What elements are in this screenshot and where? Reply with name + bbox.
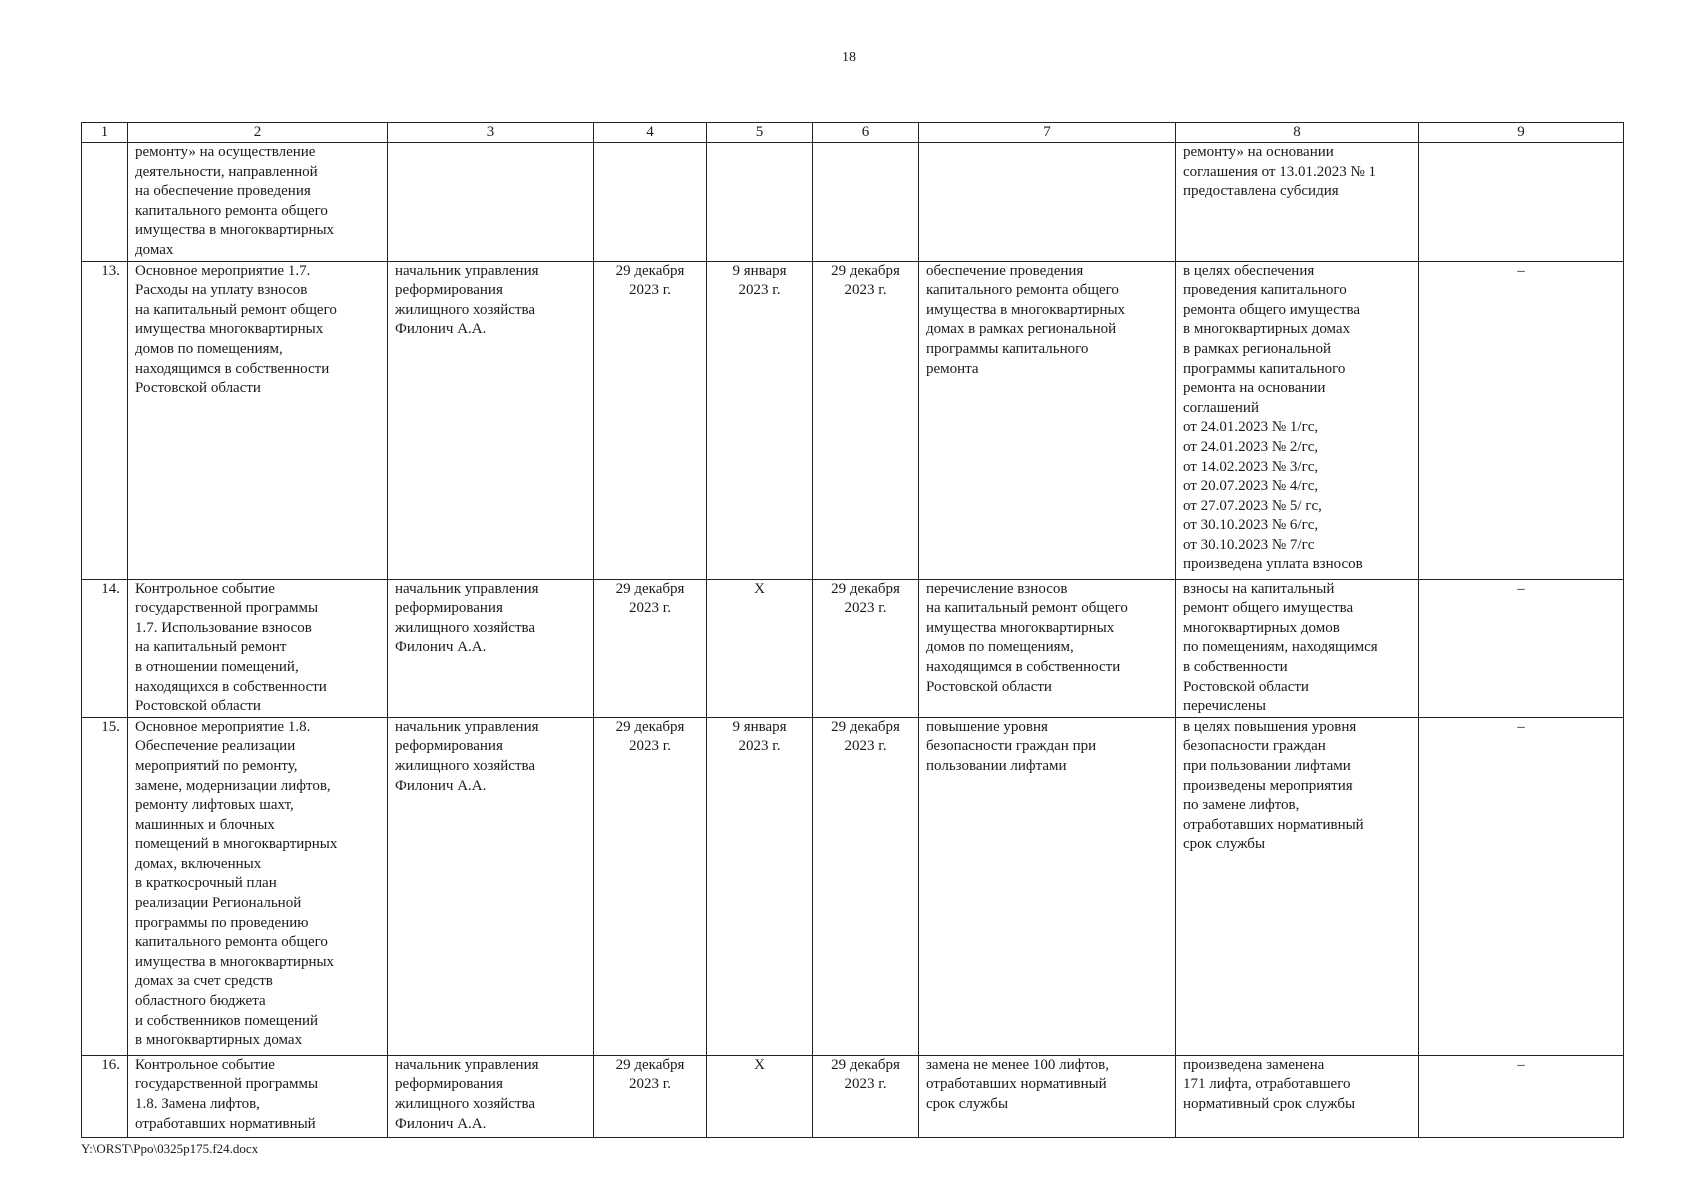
cell-line: домов по помещениям, [926, 639, 1074, 656]
end-date-cell [813, 717, 919, 1055]
cell-line: многоквартирных домов [1183, 619, 1340, 636]
cell-line: срок службы [926, 1095, 1009, 1112]
cell-line: деятельности, направленной [135, 163, 318, 180]
column-header: 7 [919, 123, 1176, 143]
cell-line: Ростовской области [926, 678, 1052, 695]
event-name-cell [128, 579, 388, 717]
row-number: 14. [82, 579, 128, 717]
responsible-cell [388, 717, 594, 1055]
cell-line: ремонту» на основании [1183, 144, 1334, 160]
cell-line: ремонта [926, 360, 979, 377]
notes-cell: – [1419, 261, 1624, 579]
cell-line: отработавших нормативный [926, 1076, 1107, 1093]
row-number: 15. [82, 717, 128, 1055]
cell-line: имущества многоквартирных [926, 619, 1115, 636]
expected-result-cell [919, 261, 1176, 579]
cell-line: в краткосрочный план [135, 875, 277, 892]
cell-line: срок службы [1183, 836, 1266, 853]
cell-line: ремонта на основании [1183, 380, 1326, 397]
cell-line: 29 декабря [831, 1056, 900, 1073]
actual-result-cell [1176, 717, 1419, 1055]
cell-line: домах, включенных [135, 855, 262, 872]
row-number: 16. [82, 1055, 128, 1137]
notes-cell: – [1419, 579, 1624, 717]
column-header: 6 [813, 123, 919, 143]
cell-line: обеспечение проведения [926, 262, 1084, 279]
column-header: 9 [1419, 123, 1624, 143]
actual-result-cell [1176, 261, 1419, 579]
table-row [82, 717, 1624, 1055]
cell-line: 2023 г. [844, 600, 887, 617]
cell-line: ремонту» на осуществление [135, 144, 316, 160]
expected-result-cell [919, 717, 1176, 1055]
cell-line: областного бюджета [135, 993, 266, 1010]
start-date-cell [707, 143, 813, 262]
cell-line: от 24.01.2023 № 1/гс, [1183, 419, 1319, 436]
table-row [82, 1055, 1624, 1137]
cell-line: капитального ремонта общего [135, 202, 328, 219]
cell-line: Основное мероприятие 1.8. [135, 718, 311, 735]
cell-line: имущества в многоквартирных [135, 953, 335, 970]
cell-line: находящимся в собственности [135, 360, 330, 377]
expected-result-cell [919, 1055, 1176, 1137]
column-header: 4 [594, 123, 707, 143]
column-header: 5 [707, 123, 813, 143]
cell-line: машинных и блочных [135, 816, 275, 833]
cell-line: домах за счет средств [135, 973, 273, 990]
cell-line: Обеспечение реализации [135, 738, 296, 755]
cell-line: начальник управления [395, 580, 539, 597]
planned-date-cell [594, 143, 707, 262]
cell-line: по помещениям, находящимся [1183, 639, 1378, 656]
cell-line: в собственности [1183, 658, 1288, 675]
cell-line: 1.7. Использование взносов [135, 619, 312, 636]
cell-line: домов по помещениям, [135, 340, 283, 357]
cell-line: находящимся в собственности [926, 658, 1121, 675]
cell-line: 29 декабря [615, 262, 685, 279]
cell-line: от 30.10.2023 № 6/гс, [1183, 517, 1319, 534]
cell-line: реформирования [395, 1076, 503, 1093]
cell-line: 1.8. Замена лифтов, [135, 1095, 260, 1112]
table-body [82, 143, 1624, 1138]
column-header: 1 [82, 123, 128, 143]
cell-line: при пользовании лифтами [1183, 757, 1351, 774]
start-date-cell [707, 1055, 813, 1137]
planned-date-cell [594, 261, 707, 579]
cell-line: перечислены [1183, 698, 1266, 715]
cell-line: мероприятий по ремонту, [135, 757, 298, 774]
cell-line: по замене лифтов, [1183, 797, 1300, 814]
cell-line: 2023 г. [738, 282, 781, 299]
cell-line: 2023 г. [629, 738, 671, 755]
cell-line: 9 января [732, 262, 787, 279]
cell-line: капитального ремонта общего [926, 282, 1119, 299]
event-name-cell [128, 717, 388, 1055]
cell-line: ремонту лифтовых шахт, [135, 797, 294, 814]
cell-line: Х [754, 580, 765, 597]
end-date-cell [813, 261, 919, 579]
cell-line: Ростовской области [135, 698, 261, 715]
cell-line: в целях повышения уровня [1183, 718, 1357, 735]
cell-line: от 24.01.2023 № 2/гс, [1183, 438, 1319, 455]
responsible-cell [388, 261, 594, 579]
cell-line: государственной программы [135, 1076, 319, 1093]
table-header-row [82, 123, 1624, 143]
end-date-cell [813, 579, 919, 717]
cell-line: от 20.07.2023 № 4/гс, [1183, 478, 1319, 495]
expected-result-cell [919, 143, 1176, 262]
cell-line: в целях обеспечения [1183, 262, 1315, 279]
actual-result-cell [1176, 143, 1419, 262]
cell-line: начальник управления [395, 262, 539, 279]
cell-line: нормативный срок службы [1183, 1095, 1356, 1112]
cell-line: имущества в многоквартирных [135, 222, 335, 239]
cell-line: 2023 г. [738, 738, 781, 755]
cell-line: отработавших нормативный [135, 1115, 316, 1132]
cell-line: 2023 г. [844, 282, 887, 299]
cell-line: отработавших нормативный [1183, 816, 1364, 833]
cell-line: Ростовской области [1183, 678, 1309, 695]
cell-line: 2023 г. [629, 600, 671, 617]
cell-line: жилищного хозяйства [395, 757, 536, 774]
column-header: 3 [388, 123, 594, 143]
notes-cell [1419, 143, 1624, 262]
page-number: 18 [842, 50, 856, 65]
cell-line: от 14.02.2023 № 3/гс, [1183, 458, 1319, 475]
start-date-cell [707, 717, 813, 1055]
cell-line: начальник управления [395, 1056, 539, 1073]
cell-line: государственной программы [135, 600, 319, 617]
cell-line: начальник управления [395, 718, 539, 735]
cell-line: произведены мероприятия [1183, 777, 1353, 794]
notes-cell: – [1419, 717, 1624, 1055]
cell-line: безопасности граждан [1183, 738, 1326, 755]
event-name-cell [128, 143, 388, 262]
cell-line: в рамках региональной [1183, 340, 1331, 357]
cell-line: соглашений [1183, 399, 1259, 416]
cell-line: Контрольное событие [135, 580, 275, 597]
cell-line: 29 декабря [615, 1056, 685, 1073]
cell-line: пользовании лифтами [926, 757, 1067, 774]
table-row [82, 261, 1624, 579]
cell-line: Филонич А.А. [395, 777, 487, 794]
planned-date-cell [594, 717, 707, 1055]
cell-line: имущества многоквартирных [135, 321, 324, 338]
cell-line: 29 декабря [615, 580, 685, 597]
cell-line: 29 декабря [831, 580, 900, 597]
cell-line: реформирования [395, 738, 503, 755]
cell-line: предоставлена субсидия [1183, 183, 1339, 200]
cell-line: жилищного хозяйства [395, 301, 536, 318]
cell-line: домах в рамках региональной [926, 321, 1117, 338]
cell-line: ремонт общего имущества [1183, 600, 1354, 617]
cell-line: жилищного хозяйства [395, 619, 536, 636]
responsible-cell [388, 143, 594, 262]
start-date-cell [707, 261, 813, 579]
end-date-cell [813, 143, 919, 262]
cell-line: ремонта общего имущества [1183, 301, 1361, 318]
cell-line: Расходы на уплату взносов [135, 282, 308, 299]
expected-result-cell [919, 579, 1176, 717]
cell-line: программы капитального [926, 340, 1089, 357]
cell-line: соглашения от 13.01.2023 № 1 [1183, 163, 1377, 180]
cell-line: 29 декабря [831, 262, 900, 279]
cell-line: проведения капитального [1183, 282, 1347, 299]
cell-line: 2023 г. [629, 1076, 671, 1093]
cell-line: Контрольное событие [135, 1056, 275, 1073]
cell-line: имущества в многоквартирных [926, 301, 1126, 318]
cell-line: от 30.10.2023 № 7/гс [1183, 536, 1315, 553]
cell-line: Филонич А.А. [395, 321, 487, 338]
planned-date-cell [594, 1055, 707, 1137]
row-number: 13. [82, 261, 128, 579]
actual-result-cell [1176, 579, 1419, 717]
cell-line: взносы на капитальный [1183, 580, 1335, 597]
event-name-cell [128, 261, 388, 579]
column-header: 2 [128, 123, 388, 143]
cell-line: на капитальный ремонт [135, 639, 287, 656]
cell-line: капитального ремонта общего [135, 934, 328, 951]
cell-line: на обеспечение проведения [135, 183, 311, 200]
cell-line: программы капитального [1183, 360, 1346, 377]
cell-line: в многоквартирных домах [135, 1032, 303, 1049]
cell-line: в отношении помещений, [135, 658, 299, 675]
cell-line: помещений в многоквартирных [135, 836, 338, 853]
cell-line: 2023 г. [629, 282, 671, 299]
cell-line: реформирования [395, 600, 503, 617]
end-date-cell [813, 1055, 919, 1137]
cell-line: реализации Региональной [135, 895, 302, 912]
cell-line: безопасности граждан при [926, 738, 1097, 755]
cell-line: произведена заменена [1183, 1056, 1325, 1073]
event-name-cell [128, 1055, 388, 1137]
cell-line: находящихся в собственности [135, 678, 327, 695]
cell-line: 2023 г. [844, 1076, 887, 1093]
column-header: 8 [1176, 123, 1419, 143]
report-table [81, 122, 1624, 1138]
cell-line: жилищного хозяйства [395, 1095, 536, 1112]
file-path-footer: Y:\ORST\Ppo\0325p175.f24.docx [81, 1141, 259, 1156]
row-number [82, 143, 128, 262]
responsible-cell [388, 579, 594, 717]
cell-line: и собственников помещений [135, 1012, 319, 1029]
cell-line: от 27.07.2023 № 5/ гс, [1183, 497, 1322, 514]
table-row [82, 143, 1624, 262]
notes-cell: – [1419, 1055, 1624, 1137]
cell-line: на капитальный ремонт общего [926, 600, 1128, 617]
cell-line: Филонич А.А. [395, 639, 487, 656]
actual-result-cell [1176, 1055, 1419, 1137]
responsible-cell [388, 1055, 594, 1137]
cell-line: Ростовской области [135, 380, 261, 397]
cell-line: произведена уплата взносов [1183, 556, 1363, 573]
cell-line: 29 декабря [615, 718, 685, 735]
cell-line: домах [135, 241, 174, 258]
cell-line: реформирования [395, 282, 503, 299]
cell-line: 2023 г. [844, 738, 887, 755]
cell-line: Филонич А.А. [395, 1115, 487, 1132]
cell-line: перечисление взносов [926, 580, 1068, 597]
start-date-cell [707, 579, 813, 717]
cell-line: замене, модернизации лифтов, [135, 777, 331, 794]
cell-line: 9 января [732, 718, 787, 735]
cell-line: повышение уровня [926, 718, 1048, 735]
cell-line: в многоквартирных домах [1183, 321, 1351, 338]
table-row [82, 579, 1624, 717]
cell-line: 29 декабря [831, 718, 900, 735]
planned-date-cell [594, 579, 707, 717]
cell-line: Х [754, 1056, 765, 1073]
cell-line: Основное мероприятие 1.7. [135, 262, 311, 279]
cell-line: программы по проведению [135, 914, 309, 931]
cell-line: на капитальный ремонт общего [135, 301, 337, 318]
cell-line: 171 лифта, отработавшего [1183, 1076, 1351, 1093]
cell-line: замена не менее 100 лифтов, [926, 1056, 1110, 1073]
